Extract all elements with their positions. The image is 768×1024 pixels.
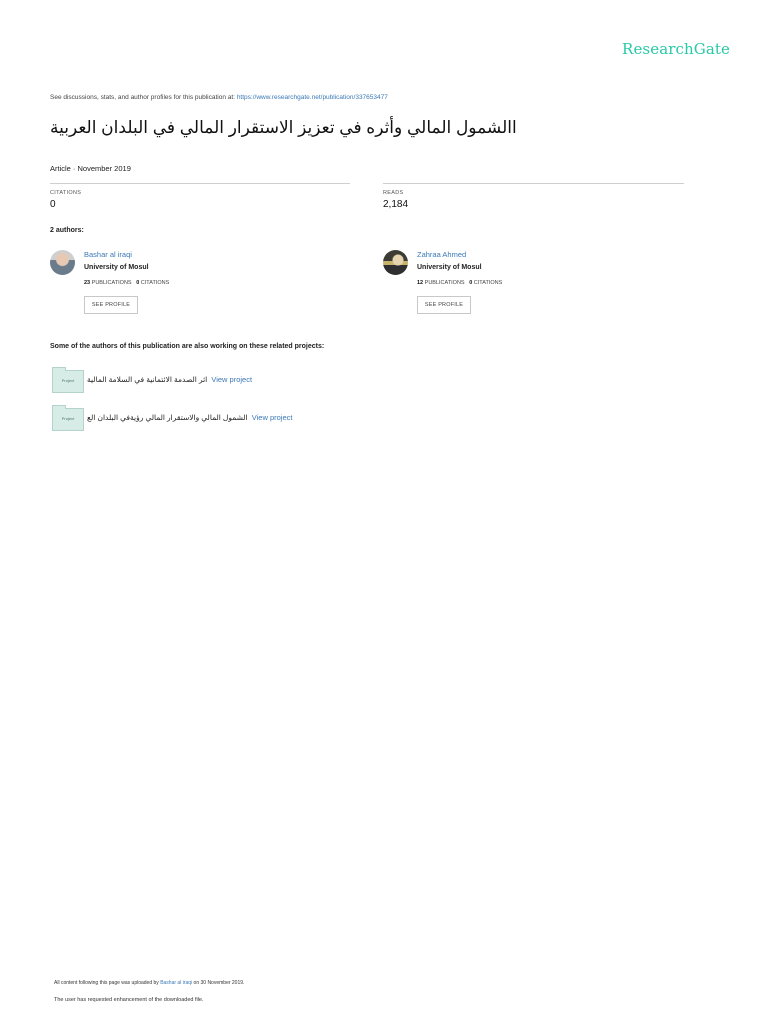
author-citations-count: 0 <box>136 280 140 286</box>
article-meta: Article · November 2019 <box>50 164 131 173</box>
author-institution: University of Mosul <box>417 264 482 271</box>
project-text <box>87 375 252 384</box>
see-profile-button[interactable]: SEE PROFILE <box>417 296 471 314</box>
project-text <box>87 413 292 422</box>
reads-label: READS <box>383 190 404 196</box>
publication-title: االشمول المالي وأثره في تعزيز الاستقرار المالي في البلدان العربية <box>50 118 517 137</box>
upload-note <box>54 980 244 986</box>
see-profile-button[interactable]: SEE PROFILE <box>84 296 138 314</box>
discussion-line <box>50 94 388 101</box>
discussion-prefix: See discussions, stats, and author profiles for this publication at: <box>50 94 235 101</box>
author-citations-label: CITATIONS <box>473 280 503 286</box>
enhancement-note: The user has requested enhancement of the downloaded file. <box>54 997 204 1003</box>
author-name[interactable]: Zahraa Ahmed <box>417 250 467 259</box>
author-institution: University of Mosul <box>84 264 149 271</box>
project-folder-icon <box>52 408 84 431</box>
citations-value: 0 <box>50 199 56 210</box>
author-stats <box>417 280 502 286</box>
project-folder-label: Project <box>61 378 75 383</box>
avatar[interactable] <box>383 250 408 275</box>
researchgate-logo[interactable]: ResearchGate <box>622 40 730 58</box>
publication-link[interactable]: https://www.researchgate.net/publication/337653477 <box>236 94 388 101</box>
author-card <box>50 250 350 320</box>
project-folder-label: Project <box>61 416 75 421</box>
project-item <box>50 406 450 430</box>
authors-heading: 2 authors: <box>50 227 84 234</box>
avatar[interactable] <box>50 250 75 275</box>
upload-prefix: All content following this page was uploaded by <box>54 980 159 986</box>
reads-value: 2,184 <box>383 199 409 210</box>
upload-suffix: on 30 November 2019. <box>193 980 245 986</box>
publications-count: 12 <box>417 280 424 286</box>
view-project-link[interactable]: View project <box>251 413 293 422</box>
author-name[interactable]: Bashar al iraqi <box>84 250 132 259</box>
project-item <box>50 368 450 392</box>
project-title: الشمول المالي والاستقرار المالي رؤيةفي البلدان الع <box>87 413 248 422</box>
author-citations-count: 0 <box>469 280 473 286</box>
citations-stat <box>50 183 350 210</box>
uploader-link[interactable]: Bashar al iraqi <box>160 980 193 986</box>
author-citations-label: CITATIONS <box>140 280 170 286</box>
publications-label: PUBLICATIONS <box>424 280 465 286</box>
citations-label: CITATIONS <box>50 190 82 196</box>
reads-stat <box>383 183 684 210</box>
publications-label: PUBLICATIONS <box>91 280 132 286</box>
publications-count: 23 <box>84 280 91 286</box>
author-card <box>383 250 683 320</box>
view-project-link[interactable]: View project <box>211 375 253 384</box>
author-stats <box>84 280 169 286</box>
projects-heading: Some of the authors of this publication are also working on these related projects: <box>50 343 325 350</box>
project-folder-icon <box>52 370 84 393</box>
project-title: اثر الصدمة الائتمانية في السلامة المالية <box>87 375 208 384</box>
